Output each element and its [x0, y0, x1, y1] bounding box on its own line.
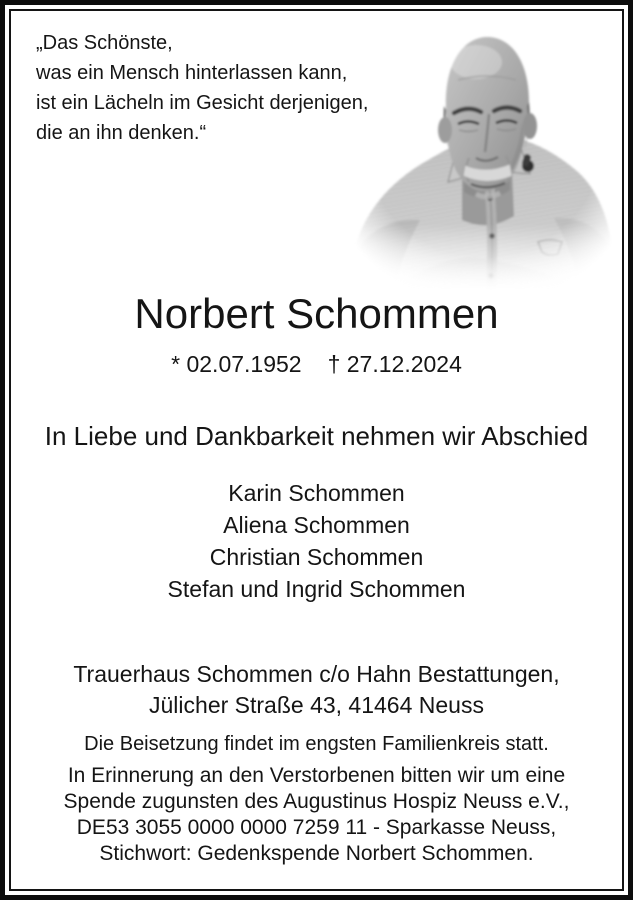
mourners-list: [0, 477, 633, 605]
deceased-name: Norbert Schommen: [134, 290, 499, 337]
burial-note: Die Beisetzung findet im engsten Familienkreis statt.: [84, 733, 549, 755]
death-date: † 27.12.2024: [327, 351, 462, 377]
mourner-name: Karin Schommen: [228, 480, 405, 506]
donation-line: Spende zugunsten des Augustinus Hospiz Neuss e.V.,: [63, 790, 570, 813]
mourner-name: Stefan und Ingrid Schommen: [167, 576, 466, 602]
donation-line: DE53 3055 0000 0000 7259 11 - Sparkasse Neuss,: [76, 816, 557, 839]
birth-date: * 02.07.1952: [171, 351, 302, 377]
quote-line: „Das Schönste,: [36, 32, 173, 54]
donation-note: [0, 763, 633, 867]
quote-line: was ein Mensch hinterlassen kann,: [36, 62, 348, 84]
farewell-line: In Liebe und Dankbarkeit nehmen wir Abschied: [44, 421, 589, 451]
life-dates: [0, 349, 633, 379]
funeral-home-address: [0, 659, 633, 721]
deceased-photo: [350, 14, 616, 290]
quote-line: die an ihn denken.“: [36, 122, 207, 144]
donation-line: Stichwort: Gedenkspende Norbert Schommen.: [99, 842, 534, 865]
mourner-name: Christian Schommen: [209, 544, 424, 570]
portrait-illustration: [350, 14, 616, 290]
address-line: Trauerhaus Schommen c/o Hahn Bestattungen,: [73, 661, 560, 687]
donation-line: In Erinnerung an den Verstorbenen bitten wir um eine: [67, 764, 566, 787]
address-line: Jülicher Straße 43, 41464 Neuss: [149, 692, 484, 718]
mourner-name: Aliena Schommen: [223, 512, 410, 538]
quote-line: ist ein Lächeln im Gesicht derjenigen,: [36, 92, 369, 114]
